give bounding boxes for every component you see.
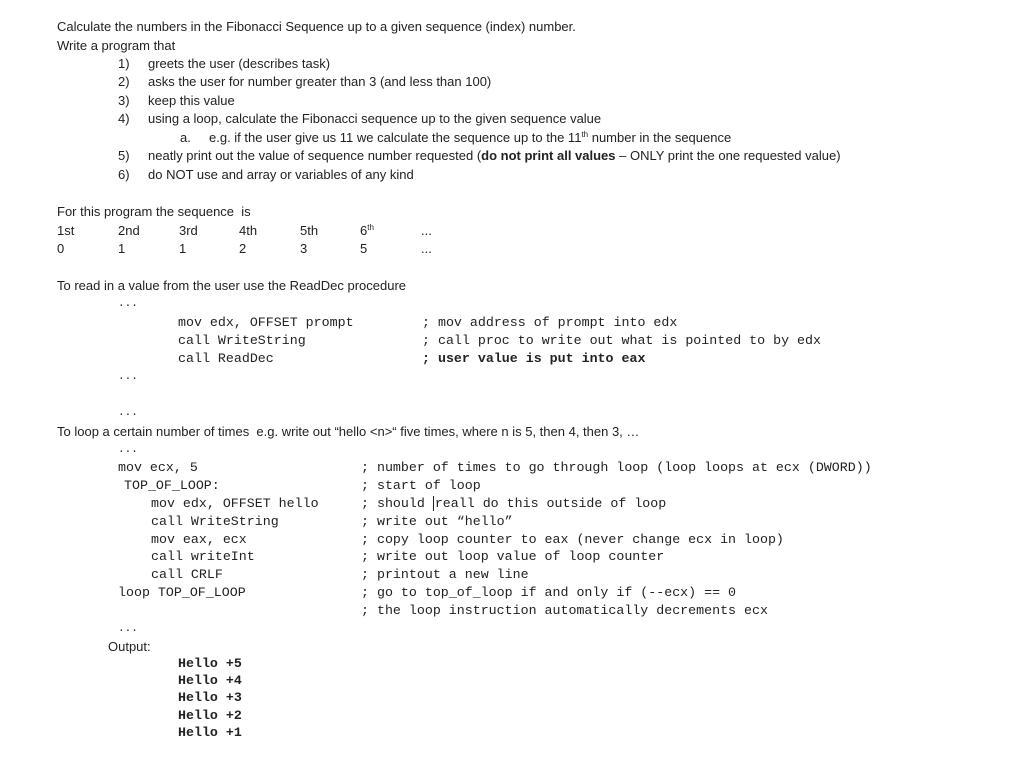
ellipsis: ...	[118, 371, 138, 383]
code-instruction: loop TOP_OF_LOOP	[118, 585, 246, 600]
ellipsis: ...	[118, 298, 138, 310]
ellipsis: ...	[118, 407, 138, 419]
ellipsis: ...	[118, 623, 138, 635]
substep-letter: a.	[180, 130, 191, 145]
sequence-header: 1st	[57, 223, 75, 238]
code-label: TOP_OF_LOOP:	[124, 478, 220, 493]
code-comment: ; number of times to go through loop (loop loops at ecx (DWORD))	[361, 460, 872, 475]
sequence-header: 4th	[239, 223, 258, 238]
sequence-value: ...	[421, 241, 432, 256]
intro-line-2: Write a program that	[57, 38, 176, 53]
code-comment: ; write out loop value of loop counter	[361, 549, 665, 564]
ellipsis: ...	[118, 444, 138, 456]
step-text: using a loop, calculate the Fibonacci sequence up to the given sequence value	[148, 111, 602, 126]
sequence-value: 1	[179, 241, 187, 256]
code-comment: ; user value is put into eax	[422, 351, 646, 366]
code-comment: ; go to top_of_loop if and only if (--ecx) == 0	[361, 585, 737, 600]
code-comment: ; the loop instruction automatically decrements ecx	[361, 603, 768, 618]
step-text: keep this value	[148, 93, 235, 108]
code-instruction: mov ecx, 5	[118, 460, 198, 475]
step-num: 4)	[118, 111, 130, 126]
substep-text: e.g. if the user give us 11 we calculate the sequence up to the 11th number in the sequence	[209, 130, 732, 145]
output-label: Output:	[108, 639, 151, 654]
readdec-heading: To read in a value from the user use the ReadDec procedure	[57, 278, 407, 293]
sequence-value: 5	[360, 241, 368, 256]
code-instruction: mov edx, OFFSET prompt	[178, 315, 354, 330]
intro-line-1: Calculate the numbers in the Fibonacci Sequence up to a given sequence (index) number.	[57, 19, 576, 34]
sequence-header: ...	[421, 223, 432, 238]
sequence-header: 2nd	[118, 223, 140, 238]
code-comment: ; call proc to write out what is pointed to by edx	[422, 333, 821, 348]
code-instruction: call ReadDec	[178, 351, 274, 366]
output-line: Hello +2	[178, 708, 242, 723]
sequence-value: 2	[239, 241, 247, 256]
code-instruction: call WriteString	[178, 333, 306, 348]
code-instruction: mov eax, ecx	[151, 532, 247, 547]
step-num: 1)	[118, 56, 130, 71]
code-comment: ; mov address of prompt into edx	[422, 315, 678, 330]
code-comment: ; write out “hello”	[361, 514, 513, 529]
step-num: 2)	[118, 74, 130, 89]
code-comment: ; start of loop	[361, 478, 481, 493]
code-instruction: call CRLF	[151, 567, 223, 582]
code-instruction: call writeInt	[151, 549, 255, 564]
step-num: 3)	[118, 93, 130, 108]
output-line: Hello +1	[178, 725, 242, 740]
code-instruction: call WriteString	[151, 514, 279, 529]
sequence-heading: For this program the sequence is	[57, 204, 251, 219]
step-num: 5)	[118, 148, 130, 163]
code-instruction: mov edx, OFFSET hello	[151, 496, 319, 511]
output-line: Hello +5	[178, 656, 242, 671]
output-line: Hello +4	[178, 673, 242, 688]
output-line: Hello +3	[178, 690, 242, 705]
sequence-value: 3	[300, 241, 308, 256]
sequence-header: 5th	[300, 223, 319, 238]
sequence-value: 0	[57, 241, 65, 256]
step-text: asks the user for number greater than 3 (and less than 100)	[148, 74, 492, 89]
code-comment: ; should reall do this outside of loop	[361, 496, 667, 511]
loop-heading: To loop a certain number of times e.g. write out “hello <n>“ five times, where n is 5, then 4, then 3, …	[57, 424, 640, 439]
step-num: 6)	[118, 167, 130, 182]
code-comment: ; copy loop counter to eax (never change ecx in loop)	[361, 532, 784, 547]
step-text: greets the user (describes task)	[148, 56, 331, 71]
sequence-header: 3rd	[179, 223, 198, 238]
step-text: neatly print out the value of sequence number requested (do not print all values – ONLY print the one requested value)	[148, 148, 841, 163]
code-comment: ; printout a new line	[361, 567, 529, 582]
sequence-header: 6th	[360, 223, 374, 238]
step-text: do NOT use and array or variables of any kind	[148, 167, 414, 182]
text-cursor: reall do this outside of loop	[434, 496, 667, 511]
sequence-value: 1	[118, 241, 126, 256]
